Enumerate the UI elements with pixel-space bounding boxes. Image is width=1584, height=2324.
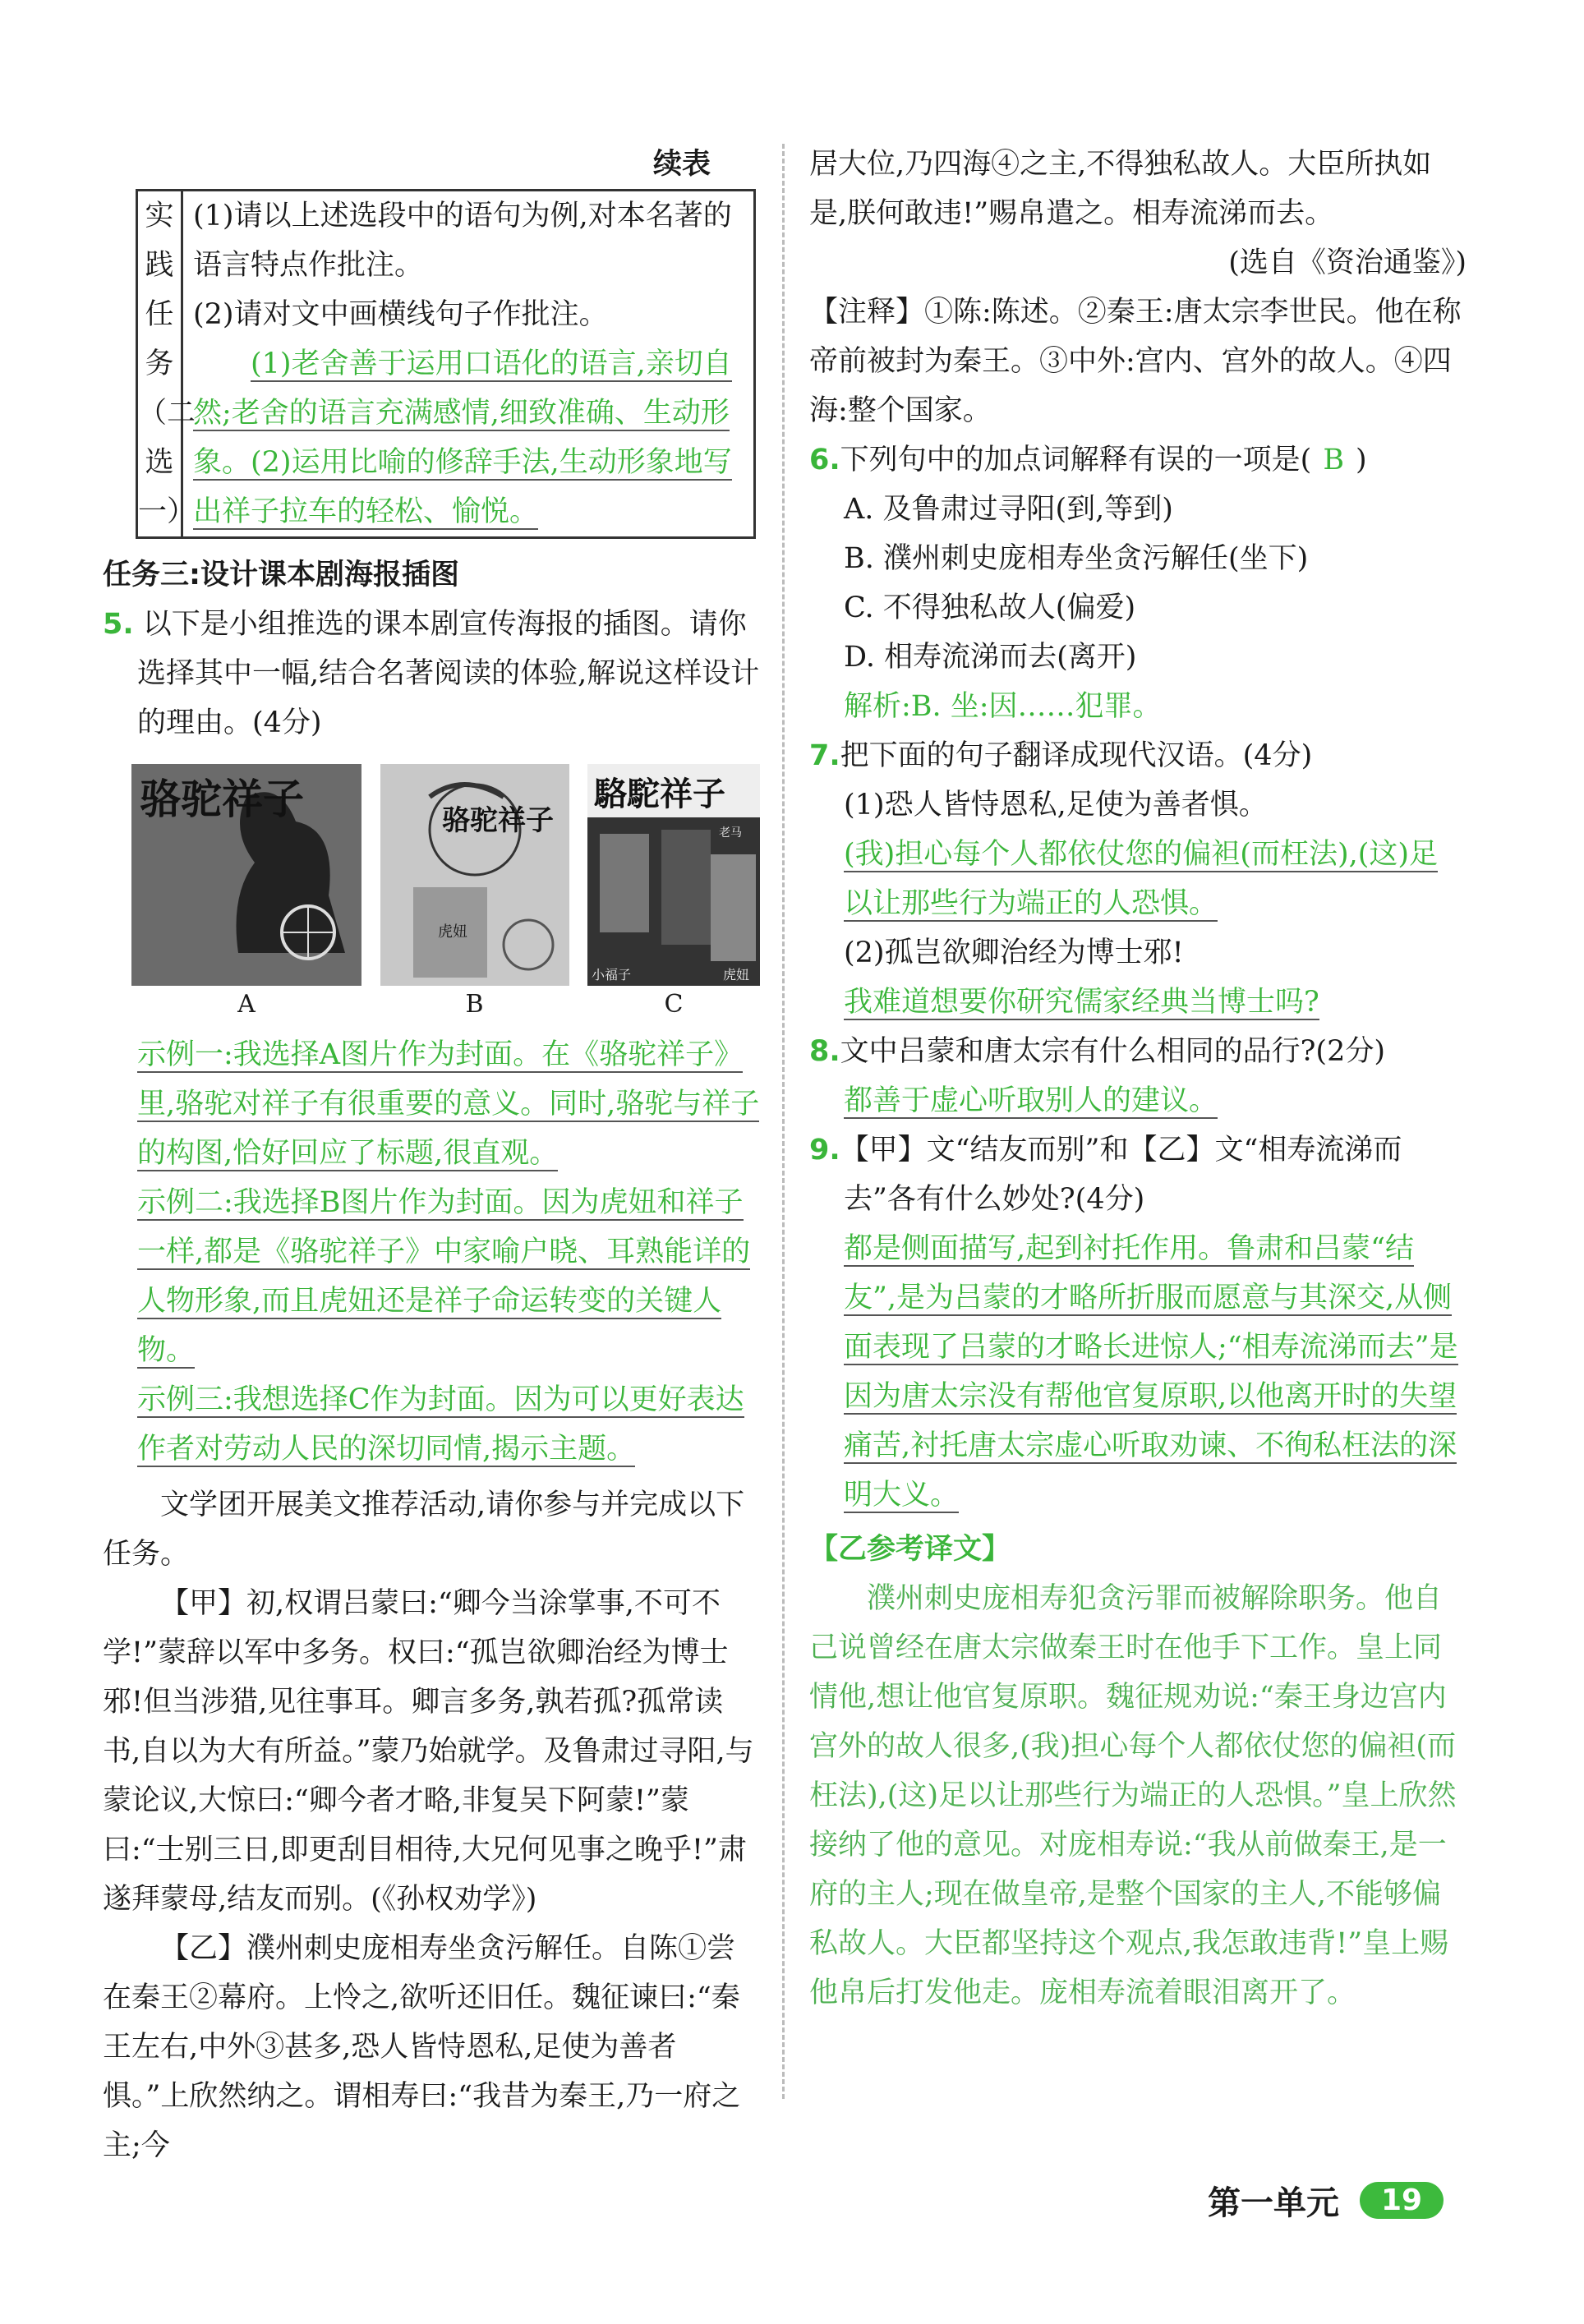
q6-analysis: 解析:B. 坐:因……犯罪。 xyxy=(844,690,1162,723)
q5-answer-2: 示例二:我选择B图片作为封面。因为虎妞和祥子一样,都是《骆驼祥子》中家喻户晓、耳熟能详的人物形象,而且虎妞还是祥子命运转变的关键人物。 xyxy=(137,1186,751,1367)
question-5: 5. 以下是小组推选的课本剧宣传海报的插图。请你选择其中一幅,结合名著阅读的体验,解说这样设计的理由。(4分) xyxy=(103,608,760,739)
poster-c[interactable]: 駱駝祥子 老马 小福子 虎妞 C xyxy=(587,764,760,1024)
right-column xyxy=(809,140,1467,2018)
left-column xyxy=(103,140,760,2170)
question-8: 8.文中吕蒙和唐太宗有什么相同的品行?(2分) xyxy=(809,1035,1386,1068)
poster-a-image xyxy=(131,764,361,986)
poster-a[interactable]: 骆驼祥子 A xyxy=(131,764,361,1024)
q8-answer: 都善于虚心听取别人的建议。 xyxy=(844,1084,1218,1117)
q7-answer-2: 我难道想要你研究儒家经典当博士吗? xyxy=(844,986,1319,1019)
q6-option-a: A. 及鲁肃过寻阳(到,等到) xyxy=(844,493,1173,526)
poster-images xyxy=(131,764,760,1024)
poster-b-image xyxy=(380,764,569,986)
q6-option-b: B. 濮州刺史庞相寿坐贪污解任(坐下) xyxy=(844,542,1309,575)
q6-answer: B xyxy=(1323,444,1345,476)
q5-answer-1: 示例一:我选择A图片作为封面。在《骆驼祥子》里,骆驼对祥子有很重要的意义。同时,骆驼与祥子的构图,恰好回应了标题,很直观。 xyxy=(137,1038,760,1170)
q6-option-d: D. 相寿流涕而去(离开) xyxy=(844,641,1137,674)
task-box-body xyxy=(183,191,753,536)
q7-sentence-2: (2)孤岂欲卿治经为博士邪! xyxy=(844,937,1184,969)
question-9: 9.【甲】文“结友而别”和【乙】文“相寿流涕而去”各有什么妙处?(4分) xyxy=(809,1134,1402,1216)
q6-option-c: C. 不得独私故人(偏爱) xyxy=(844,591,1136,624)
svg-text:虎妞: 虎妞 xyxy=(437,923,467,941)
svg-text:老马: 老马 xyxy=(719,826,742,840)
poster-c-image xyxy=(587,764,760,986)
practice-task-box xyxy=(136,189,756,539)
passage-source: (选自《资治通鉴》) xyxy=(1228,246,1467,279)
svg-text:骆驼祥子: 骆驼祥子 xyxy=(441,804,554,837)
continued-label: 续表 xyxy=(652,148,711,181)
activity-intro: 文学团开展美文推荐活动,请你参与并完成以下任务。 xyxy=(103,1489,745,1571)
passage-yi-part1: 【乙】濮州刺史庞相寿坐贪污解任。自陈①尝在秦王②幕府。上怜之,欲听还旧任。魏征谏曰:“秦王左右,中外③甚多,恐人皆恃恩私,足使为善者惧。”上欣然纳之。谓相寿曰:“我昔为秦王,乃一府之主;今 xyxy=(103,1932,741,2162)
poster-b[interactable]: 骆驼祥子 虎妞 B xyxy=(380,764,569,1024)
page-number: 19 xyxy=(1360,2182,1444,2219)
svg-text:駱駝祥子: 駱駝祥子 xyxy=(594,775,725,813)
task-box-head: 实 践 任 务 （二 选 一） xyxy=(138,191,183,536)
page-footer xyxy=(1208,2177,1444,2224)
question-7: 7.把下面的句子翻译成现代汉语。(4分) xyxy=(809,739,1313,772)
translation-title: 【乙参考译文】 xyxy=(809,1533,1011,1566)
passage-jia: 【甲】初,权谓吕蒙曰:“卿今当涂掌事,不可不学!”蒙辞以军中多务。权曰:“孤岂欲卿治经为博士邪!但当涉猎,见往事耳。卿言多务,孰若孤?孤常读书,自以为大有所益。”蒙乃始就学。及鲁肃过寻阳,与蒙论议,大惊曰:“卿今者才略,非复吴下阿蒙!”蒙曰:“士别三日,即更刮目相待,大兄何见事之晚乎!”肃遂拜蒙母,结友而别。(《孙权劝学》) xyxy=(103,1587,754,1916)
task-answer: (1)老舍善于运用口语化的语言,亲切自然;老舍的语言充满感情,细致准确、生动形象。(2)运用比喻的修辞手法,生动形象地写出祥子拉车的轻松、愉悦。 xyxy=(193,347,732,528)
q7-sentence-1: (1)恐人皆恃恩私,足使为善者惧。 xyxy=(844,789,1268,821)
passage-notes: 【注释】①陈:陈述。②秦王:唐太宗李世民。他在称帝前被封为秦王。③中外:宫内、宫外的故人。④四海:整个国家。 xyxy=(809,296,1462,427)
task3-title: 任务三:设计课本剧海报插图 xyxy=(103,559,459,591)
passage-yi-part2: 居大位,乃四海④之主,不得独私故人。大臣所执如是,朕何敢违!”赐帛遣之。相寿流涕而去。 xyxy=(809,148,1432,230)
task-item-2: (2)请对文中画横线句子作批注。 xyxy=(193,298,608,331)
q5-answer-3: 示例三:我想选择C作为封面。因为可以更好表达作者对劳动人民的深切同情,揭示主题。 xyxy=(137,1383,744,1466)
svg-text:虎妞: 虎妞 xyxy=(723,967,750,983)
column-divider xyxy=(782,144,785,2099)
translation-text: 濮州刺史庞相寿犯贪污罪而被解除职务。他自己说曾经在唐太宗做秦王时在他手下工作。皇上同情他,想让他官复原职。魏征规劝说:“秦王身边宫内宫外的故人很多,(我)担心每个人都依仗您的偏袒(而枉法),(这)足以让那些行为端正的人恐惧。”皇上欣然接纳了他的意见。对庞相寿说:“我从前做秦王,是一府的主人;现在做皇帝,是整个国家的主人,不能够偏私故人。大臣都坚持这个观点,我怎敢违背!”皇上赐他帛后打发他走。庞相寿流着眼泪离开了。 xyxy=(809,1582,1457,2009)
q9-answer: 都是侧面描写,起到衬托作用。鲁肃和吕蒙“结友”,是为吕蒙的才略所折服而愿意与其深交,从侧面表现了吕蒙的才略长进惊人;“相寿流涕而去”是因为唐太宗没有帮他官复原职,以他离开时的失望痛苦,衬托唐太宗虚心听取劝谏、不徇私枉法的深明大义。 xyxy=(844,1232,1458,1512)
svg-text:骆驼祥子: 骆驼祥子 xyxy=(140,775,304,823)
question-6: 6.下列句中的加点词解释有误的一项是( B ) xyxy=(809,444,1367,476)
svg-text:小福子: 小福子 xyxy=(592,967,632,983)
unit-label: 第一单元 xyxy=(1208,2184,1339,2222)
task-item-1: (1)请以上述选段中的语句为例,对本名著的语言特点作批注。 xyxy=(193,200,732,282)
q7-answer-1: (我)担心每个人都依仗您的偏袒(而枉法),(这)足以让那些行为端正的人恐惧。 xyxy=(844,838,1439,920)
